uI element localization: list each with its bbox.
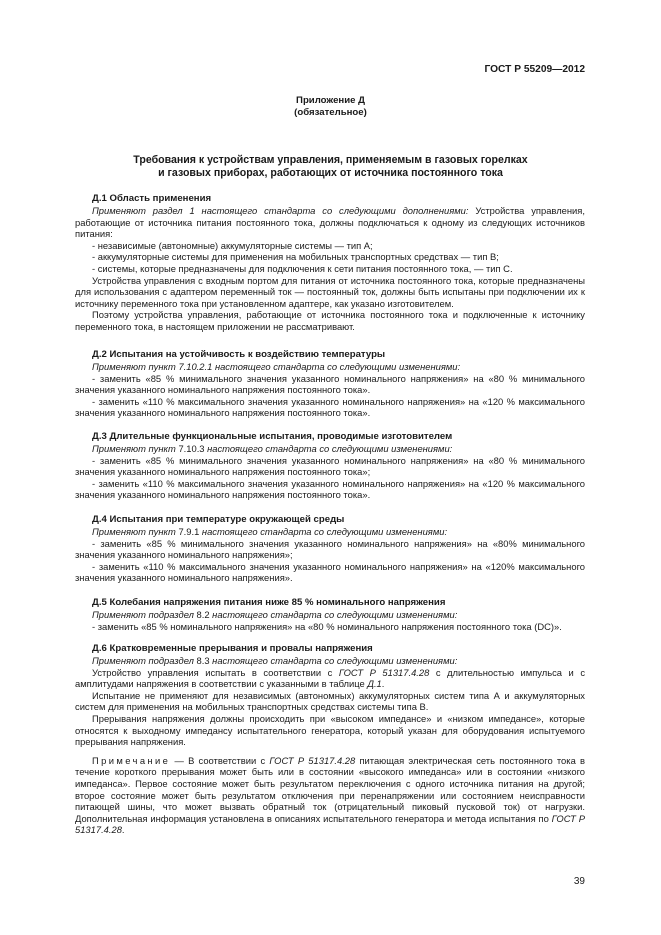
paragraph — [75, 443, 585, 455]
list-item: - заменить «110 % максимального значения указанного номинального напряжения» на «120% максимального значения указанного номинального напряжения». — [75, 560, 585, 584]
clause-number: 7.9.1 — [175, 526, 202, 537]
italic-text: настоящего стандарта со следующими изменениями: — [201, 526, 448, 537]
list-item: - заменить «85 % минимального значения указанного номинального напряжения» на «80% минимального значения указанного номинального напряжения»; — [75, 537, 585, 561]
list-item: - аккумуляторные системы для применения на мобильных транспортных средствах — тип В; — [92, 251, 499, 263]
italic-text: настоящего стандарта со следующими изменениями: — [212, 655, 458, 666]
doc-title-line2: и газовых приборах, работающих от источника постоянного тока — [158, 167, 503, 179]
clause-number: 8.2 — [193, 609, 213, 620]
section-heading: Д.6 Кратковременные прерывания и провалы напряжения — [92, 643, 373, 654]
section-heading: Д.3 Длительные функциональные испытания, проводимые изготовителем — [92, 431, 453, 442]
section-d1 — [75, 193, 585, 333]
paragraph: Устройства управления с входным портом для питания от источника постоянного тока, которые предназначены для использования с адаптером переменный ток — постоянный ток, должны быть испытаны при подключении их к источнику переменного тока при установленном адаптере, как указано изготовителем. — [75, 274, 585, 309]
section-heading: Д.4 Испытания при температуре окружающей среды — [92, 514, 345, 525]
list-item: - заменить «110 % максимального значения указанного номинального напряжения» на «120 % максимального значения указанного номинального напряжения постоянного тока». — [75, 395, 585, 419]
section-d5 — [75, 597, 585, 632]
doc-title-line1: Требования к устройствам управления, применяемым в газовых горелках — [133, 154, 528, 166]
paragraph — [75, 205, 585, 240]
section-heading: Д.5 Колебания напряжения питания ниже 85 % номинального напряжения — [92, 597, 446, 608]
note-label: Примечание — [92, 754, 171, 766]
annex-title: Приложение Д — [296, 95, 365, 106]
section-d6 — [75, 643, 585, 836]
paragraph — [75, 655, 585, 667]
paragraph: Прерывания напряжения должны происходить при «высоком импедансе» и «низком импедансе», которые относятся к выходному импедансу испытательного генератора, который указан для оборудования испытуемого прерывания напряжения. — [75, 712, 585, 748]
note — [75, 755, 585, 836]
annex-status: (обязательное) — [294, 107, 367, 118]
italic-text: настоящего стандарта со следующими изменениями: — [207, 443, 453, 454]
text: . — [381, 678, 385, 690]
list-item: - заменить «85 % минимального значения указанного номинального напряжения» на «80 % минимального значения указанного номинального напряжения постоянного тока»; — [75, 454, 585, 478]
text: Устройство управления испытать в соответствии с — [92, 666, 339, 678]
list-item: - заменить «85 % минимального значения указанного номинального напряжения» на «80 % минимального значения указанного номинального напряжения постоянного тока». — [75, 372, 585, 396]
italic-text: настоящего стандарта со следующими изменениями: — [214, 361, 461, 372]
paragraph: Испытание не применяют для независимых (автономных) аккумуляторных систем типа А и аккумуляторных систем для применения на мобильных транспортных средствах системы типа В. — [75, 689, 585, 713]
paragraph: Поэтому устройства управления, работающие от источника постоянного тока и подключенные к источнику переменного тока, в настоящем приложении не рассматривают. — [75, 309, 585, 332]
paragraph — [75, 609, 585, 621]
italic-text: Применяют подраздел — [92, 609, 194, 620]
italic-text: настоящего стандарта со следующими изменениями: — [212, 609, 458, 620]
clause-number: 7.10.3 — [175, 443, 208, 454]
text: — В соответствии с — [170, 754, 270, 766]
list-item: - независимые (автономные) аккумуляторные системы — тип А; — [92, 239, 373, 251]
italic-text: Применяют пункт — [92, 443, 176, 454]
table-reference: Д.1 — [367, 678, 382, 690]
section-d3 — [75, 431, 585, 501]
italic-text: Применяют пункт — [92, 361, 176, 372]
paragraph — [75, 361, 585, 373]
section-d4 — [75, 514, 585, 584]
clause-number: 8.3 — [193, 655, 213, 666]
document-code: ГОСТ Р 55209—2012 — [484, 64, 585, 75]
list-item: - заменить «110 % максимального значения указанного номинального напряжения» на «120 % максимального значения указанного номинального напряжения постоянного тока». — [75, 477, 585, 501]
italic-text: Применяют пункт — [92, 526, 176, 537]
standard-reference: ГОСТ Р 51317.4.28 — [338, 666, 430, 678]
paragraph — [75, 526, 585, 538]
list-item: - заменить «85 % номинального напряжения» на «80 % номинального напряжения постоянного тока (DC)». — [92, 620, 562, 632]
page-number: 39 — [573, 876, 585, 887]
text: Устройства управления, работающие от источника питания постоянного тока, должны подключаться к одному из следующих источников питания: — [75, 205, 585, 240]
clause-number: 7.10.2.1 — [175, 361, 215, 372]
section-heading: Д.1 Область применения — [92, 193, 212, 204]
standard-reference: ГОСТ Р 51317.4.28 — [269, 754, 356, 766]
text: с длительностью импульса и с амплитудами напряжения в соответствии с указанными в таблице — [75, 666, 586, 690]
section-heading: Д.2 Испытания на устойчивость к воздействию температуры — [92, 349, 386, 360]
list-item: - системы, которые предназначены для подключения к сети питания постоянного тока, — тип С. — [92, 262, 513, 274]
text: питающая электрическая сеть постоянного тока в течение короткого прерывания может быть или в состоянии «высокого импеданса» или в состоянии «низкого импеданса». Первое состояние может быть результатом переключения с одного источника питания на другой; второе состояние может быть результатом отключения при перенапряжении или состоянием неисправности питающей шины, что может вызвать обратный ток (отрицательный пиковый пусковой ток) от нагрузки. Дополнительная информация установлена в описаниях испытательного генератора и метода испытания по — [75, 754, 585, 824]
italic-text: Применяют раздел 1 настоящего стандарта со следующими дополнениями: — [92, 205, 469, 216]
paragraph — [75, 667, 585, 690]
text: . — [121, 824, 125, 836]
standard-reference: ГОСТ Р 51317.4.28 — [75, 812, 585, 836]
italic-text: Применяют подраздел — [92, 655, 194, 666]
section-d2 — [75, 349, 585, 419]
